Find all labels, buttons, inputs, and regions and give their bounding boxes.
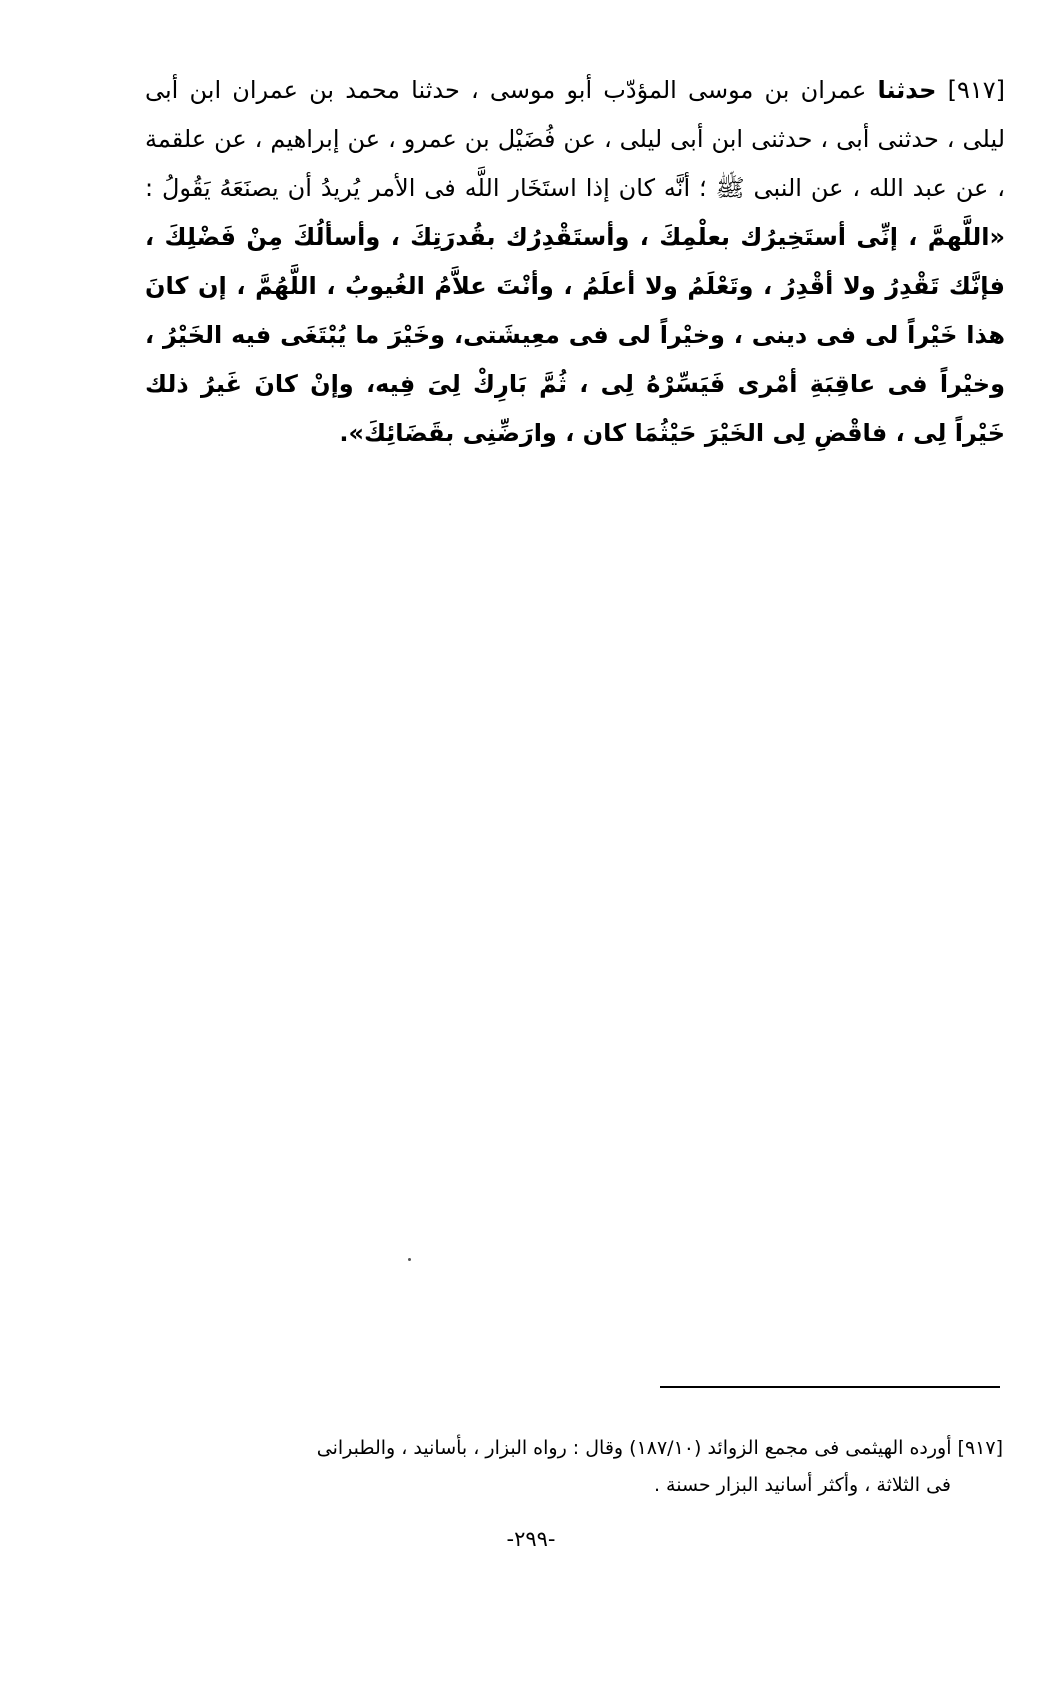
footnote-line-2: فى الثلاثة ، وأكثر أسانيد البزار حسنة . [653,1474,951,1496]
hadith-isnad: عمران بن موسى المؤدّب أبو موسى ، حدثنا محمد بن عمران ابن أبى ليلى ، حدثنى أبى ، حدثنى ابن أبى ليلى ، عن فُضَيْل بن عمرو ، عن إبراهيم ، عن علقمة ، عن عبد الله ، عن النبى ﷺ ؛ أنَّه كان إذا استَخَار اللَّه فى الأمر يُريدُ أن يصنَعَهُ يَقُولُ : [145,76,1005,202]
hadith-paragraph [145,66,1005,458]
hadith-lead-word: حدثنا [877,76,937,104]
hadith-text [145,66,1005,458]
footnote [145,1430,1003,1504]
footnote-divider [660,1386,1000,1388]
footnote-line-1: [٩١٧] أورده الهيثمى فى مجمع الزوائد (١٨٧/١٠) وقال : رواه البزار ، بأسانيد ، والطبرانى [316,1437,1003,1459]
hadith-number: [٩١٧] [936,76,1005,104]
hadith-dua: «اللَّهمَّ ، إنِّى أستَخِيرُك بعلْمِكَ ، وأستَقْدِرُك بقُدرَتِكَ ، وأسألُكَ مِنْ فَضْلِكَ ، فإنَّك تَقْدِرُ ولا أقْدِرُ ، وتَعْلَمُ ولا أعلَمُ ، وأنْتَ علاَّمُ الغُيوبُ ، اللَّهُمَّ ، إن كانَ هذا خَيْراً لى فى دينى ، وخيْراً لى فى معِيشَتى، وخَيْرَ ما يُبْتَغَى فيه الخَيْرُ ، وخيْراً فى عاقِبَةِ أمْرى فَيَسِّرْهُ لِى ، ثُمَّ بَارِكْ لِىَ فِيه، وإنْ كانَ غَيرُ ذلك خَيْراً لِى ، فاقْضِ لِى الخَيْرَ حَيْثُمَا كان ، وارَضِّنِى بقَضَائِكَ». [145,223,1005,447]
page-number: -٢٩٩- [506,1527,556,1551]
scan-speck [408,1258,411,1261]
